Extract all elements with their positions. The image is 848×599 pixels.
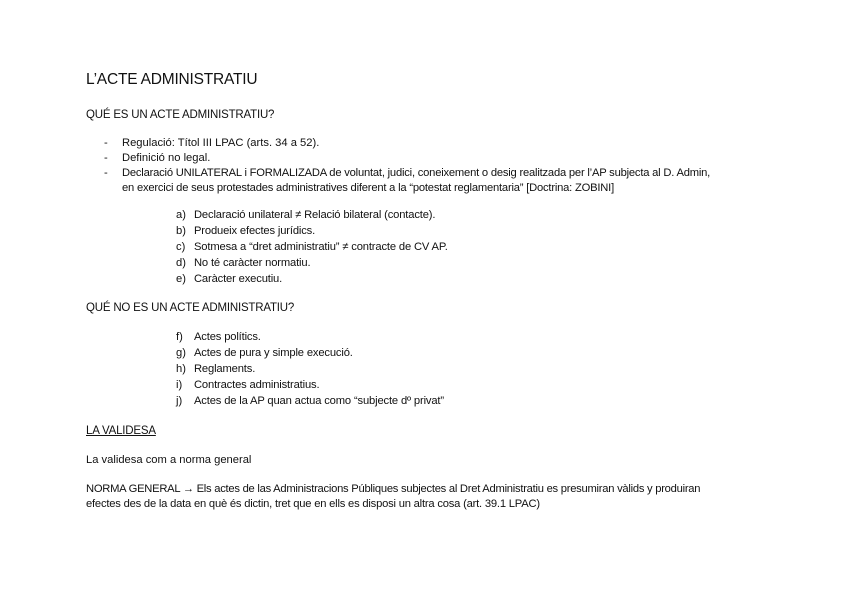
list-item-h: Reglaments. — [194, 363, 256, 375]
norm-label: NORMA GENERAL — [86, 483, 180, 495]
list-item-c: Sotmesa a “dret administratiu” ≠ contracte de CV AP. — [194, 241, 448, 253]
list-item-d: No té caràcter normatiu. — [194, 257, 311, 269]
norm-paragraph-line2: efectes des de la data en què és dictin, tret que en ells es disposi un altra cosa (art. 39.1 LPAC) — [86, 498, 540, 510]
bullet-declaration-line2: en exercici de seus protestades administratives diferent a la “potestat reglamentaria” [Doctrina: ZOBINI] — [122, 182, 614, 194]
bullet-dash: - — [104, 167, 108, 179]
bullet-declaration-mid1: i — [241, 167, 250, 179]
norm-text-line1: Els actes de las Administracions Públiques subjectes al Dret Administratiu es presumiran vàlids y produiran — [193, 483, 701, 495]
list-item-f: Actes polítics. — [194, 331, 261, 343]
list-marker: f) — [176, 331, 183, 343]
list-item-b: Produeix efectes jurídics. — [194, 225, 316, 237]
list-marker: j) — [176, 395, 183, 407]
norm-paragraph-line1 — [86, 482, 700, 497]
bullet-declaration-pre: Declaració — [122, 167, 176, 179]
list-marker: d) — [176, 257, 186, 269]
list-marker: a) — [176, 209, 186, 221]
list-marker: c) — [176, 241, 186, 253]
arrow-icon: → — [182, 483, 194, 495]
list-item-a: Declaració unilateral ≠ Relació bilateral (contacte). — [194, 209, 436, 221]
section-heading-validity: LA VALIDESA — [86, 425, 156, 437]
bullet-dash: - — [104, 152, 108, 164]
bullet-regulation: Regulació: Títol III LPAC (arts. 34 a 52). — [122, 137, 320, 149]
list-marker: g) — [176, 347, 186, 359]
list-item-g: Actes de pura y simple execució. — [194, 347, 353, 359]
list-item-j: Actes de la AP quan actua como “subjecte dº privat” — [194, 395, 444, 407]
list-marker: i) — [176, 379, 183, 391]
list-marker: b) — [176, 225, 186, 237]
list-item-i: Contractes administratius. — [194, 379, 320, 391]
bullet-declaration-mid2: de voluntat, judici, coneixement o desig realitzada per l’AP subjecta al D. Admin, — [326, 167, 711, 179]
section-heading-what-is: QUÉ ES UN ACTE ADMINISTRATIU? — [86, 109, 275, 121]
document-title: L’ACTE ADMINISTRATIU — [86, 71, 258, 88]
list-item-e: Caràcter executiu. — [194, 273, 283, 285]
bullet-declaration-formalizada: FORMALIZADA — [249, 167, 327, 179]
validity-subtitle: La validesa com a norma general — [86, 454, 252, 466]
bullet-declaration — [122, 166, 710, 181]
bullet-declaration-unilateral: UNILATERAL — [175, 167, 242, 179]
bullet-definition: Definició no legal. — [122, 152, 211, 164]
section-heading-what-is-not: QUÉ NO ES UN ACTE ADMINISTRATIU? — [86, 302, 295, 314]
list-marker: e) — [176, 273, 186, 285]
list-marker: h) — [176, 363, 186, 375]
bullet-dash: - — [104, 137, 108, 149]
